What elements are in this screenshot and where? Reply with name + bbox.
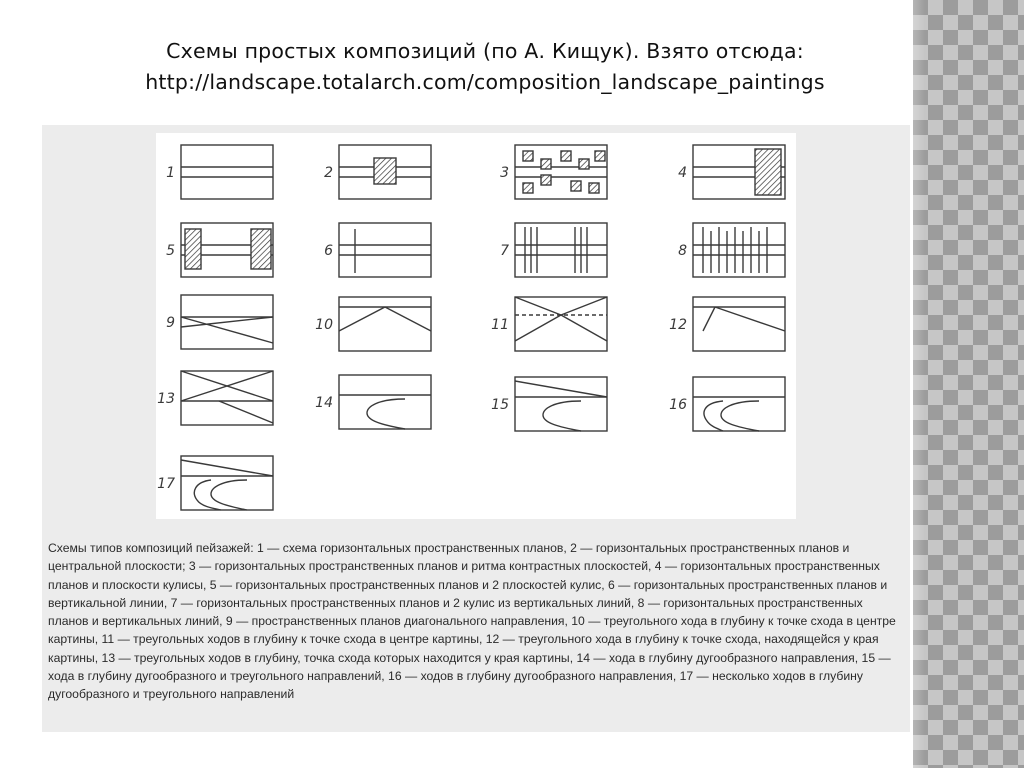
- composition-schemes-drawing: [156, 133, 796, 519]
- scheme-number-label: 13: [157, 391, 175, 407]
- scheme-number-label: 4: [678, 165, 687, 181]
- scheme-number-label: 12: [669, 317, 687, 333]
- scheme-9: [181, 295, 273, 349]
- scheme-1: [181, 145, 273, 199]
- scheme-number-label: 15: [491, 397, 509, 413]
- slide-title-source-url: http://landscape.totalarch.com/composition_landscape_paintings: [145, 70, 825, 94]
- scheme-4: [693, 145, 785, 199]
- scheme-2: [339, 145, 431, 199]
- scheme-3: [515, 145, 607, 199]
- decorative-side-pattern: [913, 0, 1024, 768]
- scheme-16: [693, 377, 785, 431]
- slide-title-line-1: Схемы простых композиций (по А. Кищук). Взято отсюда:: [166, 39, 804, 63]
- scheme-number-label: 1: [166, 165, 175, 181]
- scheme-13: [181, 371, 273, 425]
- scheme-number-label: 8: [678, 243, 687, 259]
- composition-schemes-figure: [156, 133, 796, 519]
- scheme-11: [515, 297, 607, 351]
- figure-panel: [42, 125, 910, 732]
- figure-caption: Схемы типов композиций пейзажей: 1 — схема горизонтальных пространственных планов, 2 — горизонтальных пространственных планов и центральной плоскости; 3 — горизонтальных пространственных планов и ритма контрастных плоскостей, 4 — горизонтальных пространственных планов и плоскости кулисы, 5 — горизонтальных пространственных планов и 2 плоскостей кулис, 6 — горизонтальных пространственных планов и вертикальной линии, 7 — горизонтальных пространственных планов и 2 кулис из вертикальных линий, 8 — горизонтальных пространственных планов и вертикальных линий, 9 — пространственных планов диагонального направления, 10 — треугольного хода в глубину к точке схода в центре картины, 11 — треугольных ходов в глубину к точке схода в центре картины, 12 — треугольного хода в глубину к точке схода, находящейся у края картины, 13 — треугольных ходов в глубину, точка схода которых находится у края картины, 14 — хода в глубину дугообразного направления, 15 — хода в глубину дугообразного и треугольного направлений, 16 — ходов в глубину дугообразного направления, 17 — несколько ходов в глубину дугообразного и треугольного направлений: [48, 541, 896, 702]
- scheme-14: [339, 375, 431, 429]
- scheme-number-label: 17: [157, 476, 175, 492]
- scheme-5: [181, 223, 273, 277]
- scheme-number-label: 5: [166, 243, 175, 259]
- scheme-number-label: 16: [669, 397, 687, 413]
- scheme-number-label: 2: [324, 165, 333, 181]
- scheme-6: [339, 223, 431, 277]
- scheme-number-label: 10: [315, 317, 333, 333]
- scheme-number-label: 11: [491, 317, 509, 333]
- scheme-10: [339, 297, 431, 351]
- scheme-7: [515, 223, 607, 277]
- scheme-12: [693, 297, 785, 351]
- scheme-8: [693, 223, 785, 277]
- slide-title: [60, 36, 910, 98]
- scheme-number-label: 14: [315, 395, 333, 411]
- scheme-17: [181, 456, 273, 510]
- scheme-number-label: 6: [324, 243, 333, 259]
- scheme-15: [515, 377, 607, 431]
- scheme-number-label: 7: [500, 243, 509, 259]
- scheme-number-label: 3: [500, 165, 509, 181]
- scheme-number-label: 9: [166, 315, 175, 331]
